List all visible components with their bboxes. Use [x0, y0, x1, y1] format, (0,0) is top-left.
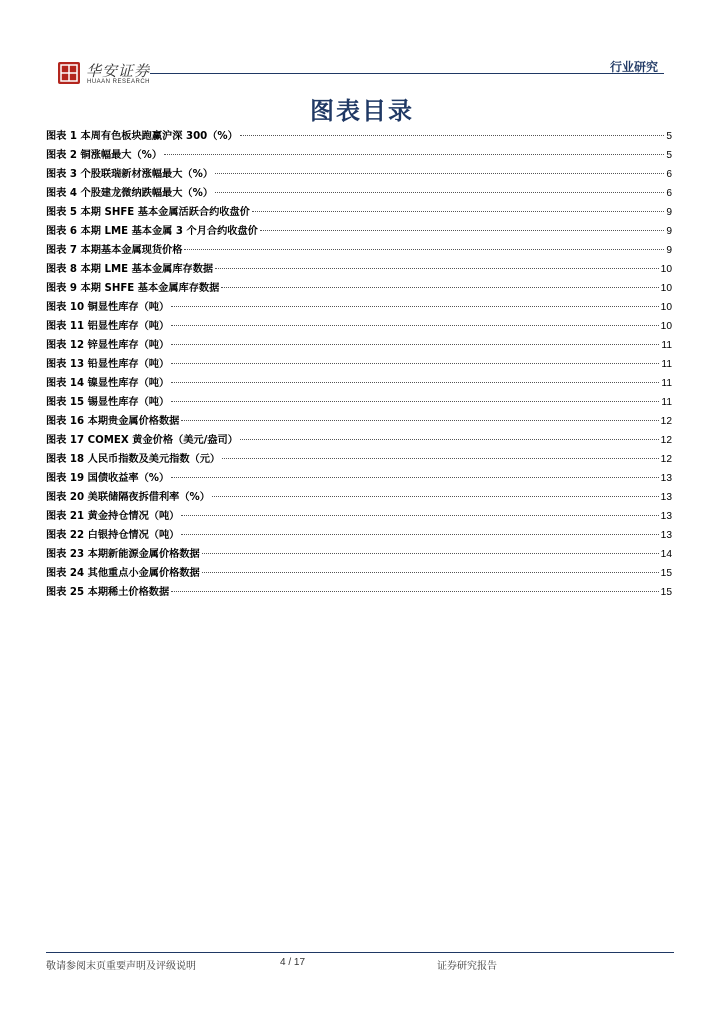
toc-entry-label: 图表 3 个股联瑞新材涨幅最大（%）: [46, 169, 214, 180]
toc-dot-leader: [215, 173, 664, 174]
footer-disclaimer: 敬请参阅末页重要声明及评级说明: [46, 961, 196, 972]
toc-entry-label: 图表 1 本周有色板块跑赢沪深 300（%）: [46, 131, 238, 142]
toc-entry[interactable]: [46, 165, 672, 184]
toc-entry[interactable]: [46, 488, 672, 507]
toc-entry[interactable]: [46, 260, 672, 279]
toc-dot-leader: [171, 344, 659, 345]
toc-entry-page: 12: [660, 454, 672, 465]
toc-entry-page: 10: [660, 302, 672, 313]
toc-entry-page: 12: [660, 435, 672, 446]
toc-entry-label: 图表 4 个股建龙微纳跌幅最大（%）: [46, 188, 214, 199]
toc-entry-label: 图表 7 本期基本金属现货价格: [46, 245, 183, 256]
toc-entry[interactable]: [46, 241, 672, 260]
toc-entry[interactable]: [46, 393, 672, 412]
toc-entry[interactable]: [46, 222, 672, 241]
toc-dot-leader: [171, 401, 659, 402]
toc-entry-page: 5: [666, 131, 672, 142]
toc-dot-leader: [202, 553, 659, 554]
toc-entry-label: 图表 23 本期新能源金属价格数据: [46, 549, 200, 560]
toc-entry[interactable]: [46, 146, 672, 165]
toc-entry-page: 13: [660, 511, 672, 522]
toc-entry-page: 13: [660, 492, 672, 503]
toc-entry[interactable]: [46, 526, 672, 545]
brand-name: 华安证券: [86, 62, 151, 80]
toc-entry[interactable]: [46, 336, 672, 355]
toc-dot-leader: [164, 154, 664, 155]
toc-dot-leader: [212, 496, 659, 497]
toc-entry-label: 图表 9 本期 SHFE 基本金属库存数据: [46, 283, 220, 294]
toc-dot-leader: [240, 439, 659, 440]
toc-entry-page: 6: [666, 188, 672, 199]
toc-entry-label: 图表 20 美联储隔夜拆借利率（%）: [46, 492, 210, 503]
document-type: 证券研究报告: [437, 961, 497, 972]
toc-entry-page: 15: [660, 568, 672, 579]
toc-dot-leader: [222, 458, 659, 459]
toc-dot-leader: [171, 363, 659, 364]
toc-entry[interactable]: [46, 564, 672, 583]
toc-entry[interactable]: [46, 545, 672, 564]
toc-entry-label: 图表 12 锌显性库存（吨）: [46, 340, 170, 351]
toc-entry-label: 图表 25 本期稀土价格数据: [46, 587, 170, 598]
toc-entry-label: 图表 19 国债收益率（%）: [46, 473, 170, 484]
toc-entry-page: 10: [660, 283, 672, 294]
toc-entry-page: 11: [661, 378, 672, 389]
toc-entry-page: 10: [660, 264, 672, 275]
toc-entry[interactable]: [46, 317, 672, 336]
page-number: 4 / 17: [280, 957, 306, 968]
footer-divider: [46, 952, 674, 953]
toc-dot-leader: [202, 572, 659, 573]
toc-dot-leader: [171, 306, 659, 307]
toc-entry-page: 10: [660, 321, 672, 332]
toc-dot-leader: [181, 420, 658, 421]
report-category: 行业研究: [609, 60, 658, 74]
toc-entry[interactable]: [46, 431, 672, 450]
toc-entry[interactable]: [46, 412, 672, 431]
toc-entry-page: 11: [661, 397, 672, 408]
toc-entry-page: 9: [666, 226, 672, 237]
toc-entry[interactable]: [46, 279, 672, 298]
toc-dot-leader: [171, 382, 659, 383]
toc-entry[interactable]: [46, 355, 672, 374]
toc-entry-page: 6: [666, 169, 672, 180]
toc-entry-page: 11: [661, 359, 672, 370]
toc-dot-leader: [171, 591, 659, 592]
toc-entry-label: 图表 10 铜显性库存（吨）: [46, 302, 170, 313]
header-divider: [150, 73, 664, 74]
toc-entry-page: 13: [660, 530, 672, 541]
toc-entry-label: 图表 13 铅显性库存（吨）: [46, 359, 170, 370]
brand-name-english: HUAAN RESEARCH: [87, 79, 151, 85]
toc-entry-label: 图表 5 本期 SHFE 基本金属活跃合约收盘价: [46, 207, 250, 218]
toc-entry-label: 图表 17 COMEX 黄金价格（美元/盎司）: [46, 435, 238, 446]
toc-entry-label: 图表 21 黄金持仓情况（吨）: [46, 511, 180, 522]
toc-dot-leader: [181, 534, 658, 535]
toc-entry-label: 图表 8 本期 LME 基本金属库存数据: [46, 264, 214, 275]
toc-entry[interactable]: [46, 203, 672, 222]
toc-entry[interactable]: [46, 127, 672, 146]
figure-table-of-contents: [46, 127, 672, 602]
huaan-logo-icon: [58, 62, 80, 84]
toc-entry-page: 12: [660, 416, 672, 427]
toc-dot-leader: [221, 287, 658, 288]
toc-entry-label: 图表 14 镍显性库存（吨）: [46, 378, 170, 389]
toc-entry-label: 图表 22 白银持仓情况（吨）: [46, 530, 180, 541]
toc-entry[interactable]: [46, 469, 672, 488]
toc-entry-page: 9: [666, 207, 672, 218]
toc-dot-leader: [240, 135, 665, 136]
toc-entry[interactable]: [46, 507, 672, 526]
toc-entry-label: 图表 18 人民币指数及美元指数（元）: [46, 454, 221, 465]
toc-entry-page: 11: [661, 340, 672, 351]
toc-entry-label: 图表 2 铜涨幅最大（%）: [46, 150, 163, 161]
toc-dot-leader: [184, 249, 664, 250]
toc-entry-label: 图表 11 铝显性库存（吨）: [46, 321, 170, 332]
toc-entry-label: 图表 6 本期 LME 基本金属 3 个月合约收盘价: [46, 226, 258, 237]
toc-entry-page: 9: [666, 245, 672, 256]
page-title: 图表目录: [310, 97, 414, 125]
toc-entry-page: 5: [666, 150, 672, 161]
toc-dot-leader: [171, 477, 658, 478]
toc-entry-page: 15: [660, 587, 672, 598]
toc-entry-label: 图表 15 锡显性库存（吨）: [46, 397, 170, 408]
toc-entry-page: 13: [660, 473, 672, 484]
toc-entry[interactable]: [46, 450, 672, 469]
toc-entry[interactable]: [46, 374, 672, 393]
toc-dot-leader: [260, 230, 664, 231]
toc-entry-label: 图表 16 本期贵金属价格数据: [46, 416, 180, 427]
toc-dot-leader: [215, 192, 664, 193]
toc-entry[interactable]: [46, 298, 672, 317]
toc-entry[interactable]: [46, 583, 672, 602]
toc-dot-leader: [181, 515, 658, 516]
toc-entry-label: 图表 24 其他重点小金属价格数据: [46, 568, 200, 579]
toc-dot-leader: [252, 211, 664, 212]
toc-entry[interactable]: [46, 184, 672, 203]
toc-dot-leader: [171, 325, 659, 326]
toc-dot-leader: [215, 268, 659, 269]
toc-entry-page: 14: [660, 549, 672, 560]
